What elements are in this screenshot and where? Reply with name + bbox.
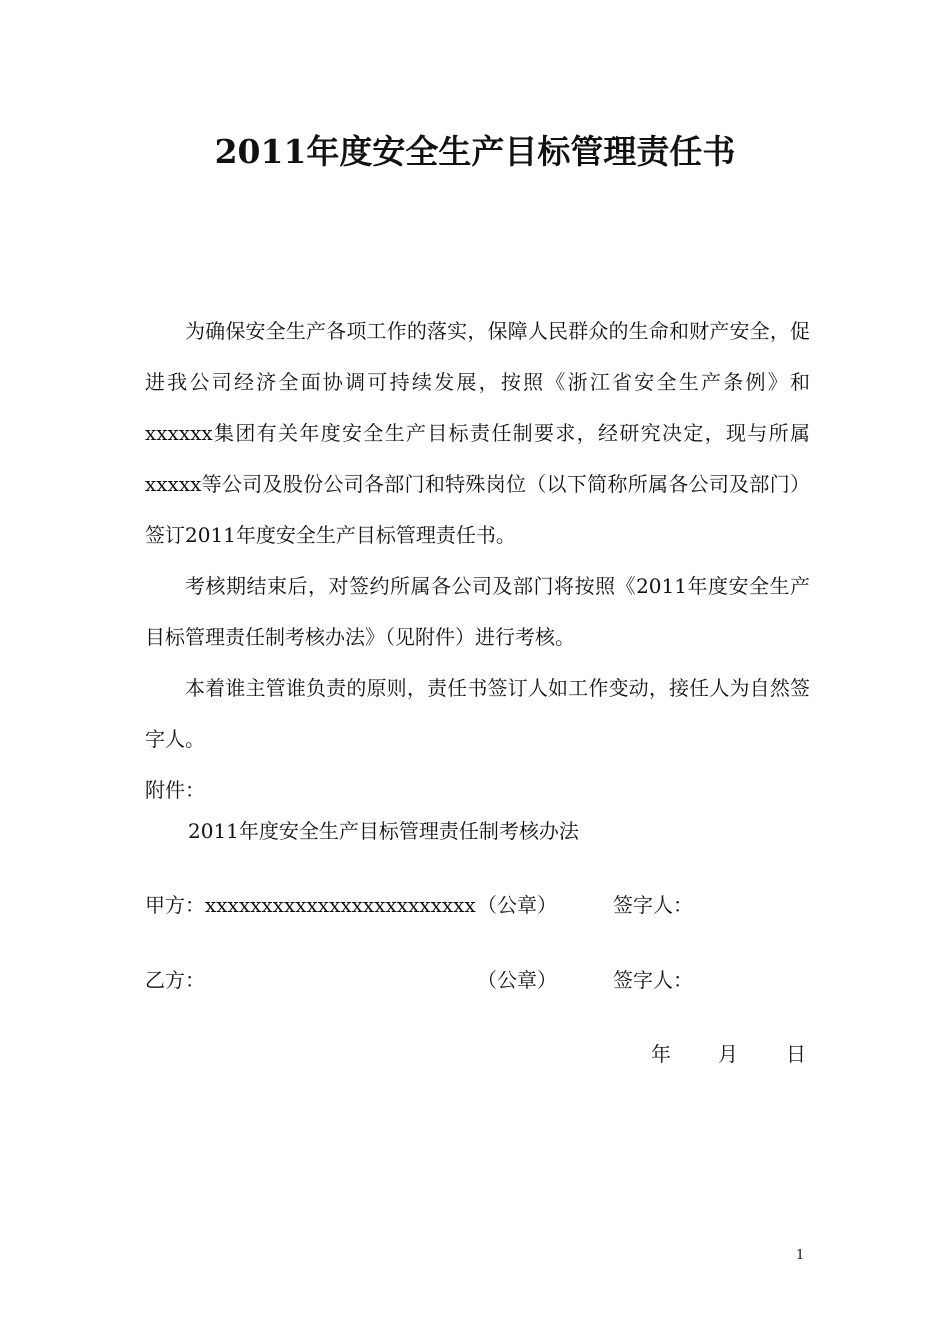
date-year: 年 (651, 1042, 671, 1066)
signing-date (0, 1034, 950, 1074)
party-a-signature-row (145, 885, 810, 925)
party-b-signer: 签字人： (613, 968, 693, 992)
paragraph-assessment: 考核期结束后，对签约所属各公司及部门将按照《2011年度安全生产目标管理责任制考核办法》（见附件）进行考核。 (145, 574, 810, 649)
document-body (145, 306, 810, 816)
party-a-seal: （公章） (477, 893, 557, 917)
date-day: 日 (786, 1042, 806, 1066)
party-b-signature-row (145, 960, 810, 1000)
paragraph-purpose: 为确保安全生产各项工作的落实，保障人民群众的生命和财产安全，促进我公司经济全面协调可持续发展，按照《浙江省安全生产条例》和xxxxxx集团有关年度安全生产目标责任制要求，经研究决定，现与所属xxxxx等公司及股份公司各部门和特殊岗位（以下简称所属各公司及部门）签订2011年度安全生产目标管理责任书。 (145, 319, 810, 547)
page-number: 1 (796, 1248, 805, 1263)
date-month: 月 (718, 1042, 738, 1066)
paragraph-responsibility: 本着谁主管谁负责的原则，责任书签订人如工作变动，接任人为自然签字人。 (145, 676, 810, 751)
attachment-label: 附件： (145, 778, 205, 802)
party-b-label: 乙方： (145, 968, 205, 992)
attachment-item: 2011年度安全生产目标管理责任制考核办法 (188, 819, 579, 843)
party-a-signer: 签字人： (613, 893, 693, 917)
party-b-seal: （公章） (477, 968, 557, 992)
party-a-label: 甲方：xxxxxxxxxxxxxxxxxxxxxxxx (145, 893, 476, 917)
page-title: 2011年度安全生产目标管理责任书 (214, 132, 736, 171)
